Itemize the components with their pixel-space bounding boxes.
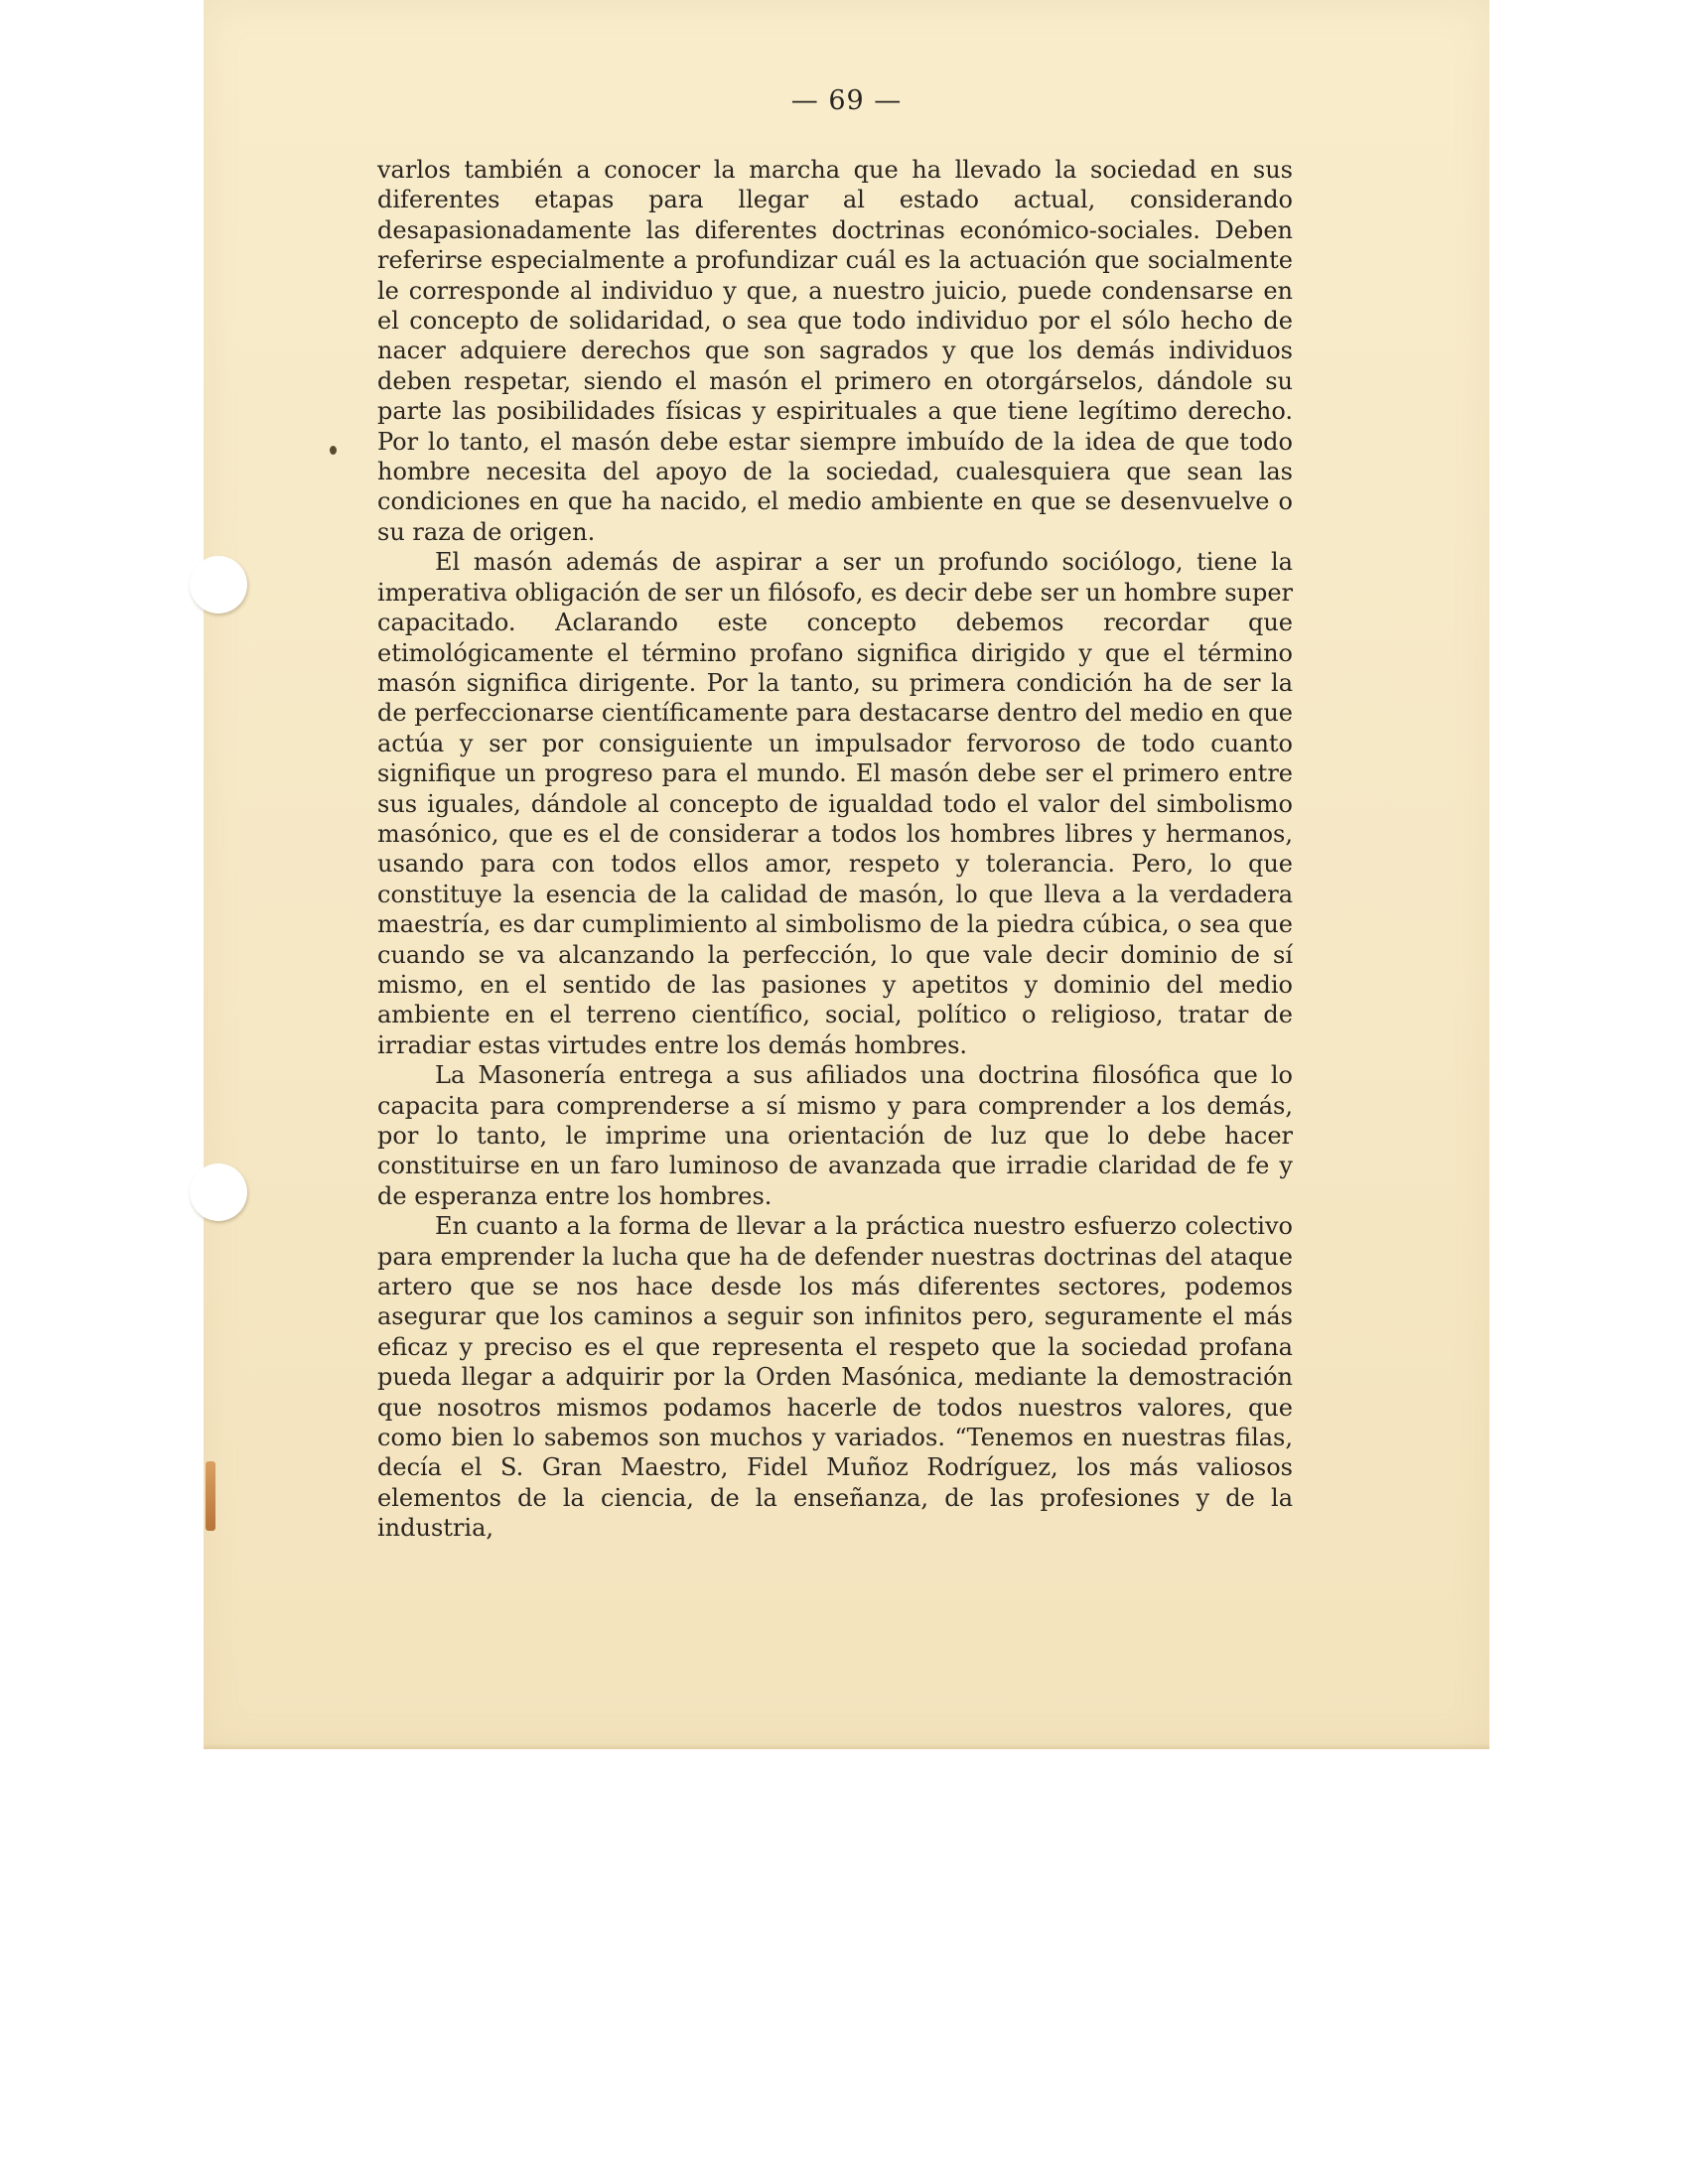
body-text bbox=[377, 155, 1293, 1544]
margin-mark bbox=[330, 446, 337, 455]
paragraph-2: El masón además de aspirar a ser un profundo sociólogo, tiene la imperativa obligación de ser un filósofo, es decir debe ser un hombre super capacitado. Aclarando este concepto debemos recordar que etimológicamente el término profano significa dirigido y que el término masón significa dirigente. Por la tanto, su primera condición ha de ser la de perfeccionarse científicamente para destacarse dentro del medio en que actúa y ser por consiguiente un impulsador fervoroso de todo cuanto signifique un progreso para el mundo. El masón debe ser el primero entre sus iguales, dándole al concepto de igualdad todo el valor del simbolismo masónico, que es el de considerar a todos los hombres libres y hermanos, usando para con todos ellos amor, respeto y tolerancia. Pero, lo que constituye la esencia de la calidad de masón, lo que lleva a la verdadera maestría, es dar cumplimiento al simbolismo de la piedra cúbica, o sea que cuando se va alcanzando la perfección, lo que vale decir dominio de sí mismo, en el sentido de las pasiones y apetitos y dominio del medio ambiente en el terreno científico, social, político o religioso, tratar de irradiar estas virtudes entre los demás hombres. bbox=[377, 548, 1293, 1059]
punch-hole bbox=[190, 556, 247, 614]
paragraph-1: varlos también a conocer la marcha que ha llevado la sociedad en sus diferentes etapas para llegar al estado actual, considerando desapasionadamente las diferentes doctrinas económico-sociales. Deben referirse especialmente a profundizar cuál es la actuación que socialmente le corresponde al individuo y que, a nuestro juicio, puede condensarse en el concepto de solidaridad, o sea que todo individuo por el sólo hecho de nacer adquiere derechos que son sagrados y que los demás individuos deben respetar, siendo el masón el primero en otorgárselos, dándole su parte las posibilidades físicas y espirituales a que tiene legítimo derecho. Por lo tanto, el masón debe estar siempre imbuído de la idea de que todo hombre necesita del apoyo de la sociedad, cualesquiera que sean las condiciones en que ha nacido, el medio ambiente en que se desenvuelve o su raza de origen. bbox=[377, 156, 1293, 546]
edge-stain bbox=[206, 1461, 215, 1531]
page-number: — 69 — bbox=[790, 85, 903, 116]
paragraph-3: La Masonería entrega a sus afiliados una doctrina filosófica que lo capacita para comprenderse a sí mismo y para comprender a los demás, por lo tanto, le imprime una orientación de luz que lo debe hacer constituirse en un faro luminoso de avanzada que irradie claridad de fe y de esperanza entre los hombres. bbox=[377, 1061, 1293, 1210]
punch-hole bbox=[190, 1163, 247, 1221]
page-bottom-edge bbox=[204, 1743, 1489, 1749]
scanned-page bbox=[204, 0, 1489, 1749]
paragraph-4: En cuanto a la forma de llevar a la práctica nuestro esfuerzo colectivo para emprender la lucha que ha de defender nuestras doctrinas del ataque artero que se nos hace desde los más diferentes sectores, podemos asegurar que los caminos a seguir son infinitos pero, seguramente el más eficaz y preciso es el que representa el respeto que la sociedad profana pueda llegar a adquirir por la Orden Masónica, mediante la demostración que nosotros mismos podamos hacerle de todos nuestros valores, que como bien lo sabemos son muchos y variados. “Tenemos en nuestras filas, decía el S. Gran Maestro, Fidel Muñoz Rodríguez, los más valiosos elementos de la ciencia, de la enseñanza, de las profesiones y de la industria, bbox=[377, 1212, 1293, 1543]
